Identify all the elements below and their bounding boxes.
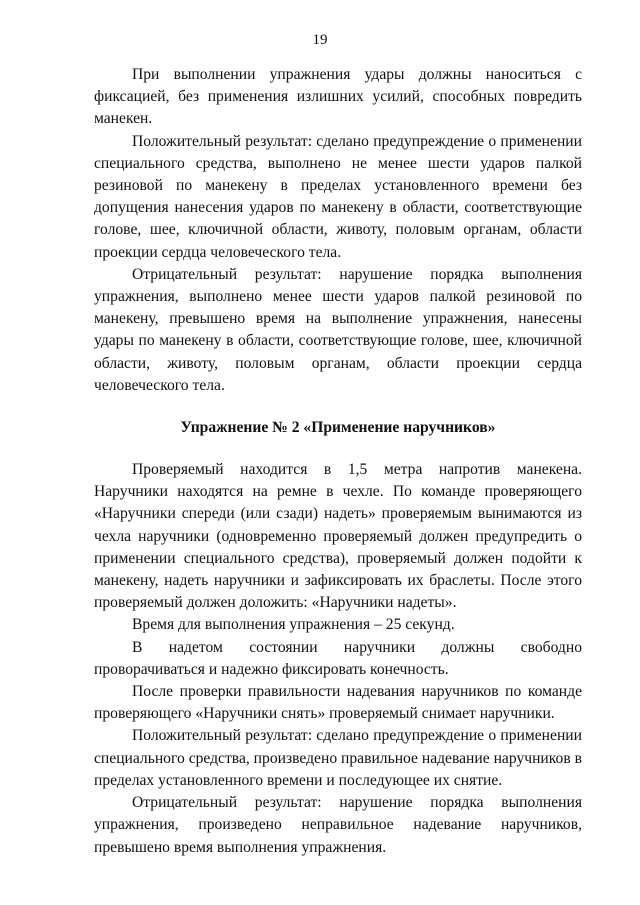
paragraph: Положительный результат: сделано предупреждение о применении специального средства, произведено правильное надевание наручников в пределах установленного времени и последующее их снятие. [94, 727, 582, 789]
document-body [94, 64, 582, 859]
paragraph: После проверки правильности надевания наручников по команде проверяющего «Наручники снять» проверяемый снимает наручники. [94, 683, 582, 723]
paragraph: Положительный результат: сделано предупреждение о применении специального средства, выполнено не менее шести ударов палкой резиновой по манекену в пределах установленного времени без допущения нанесения ударов по манекену в области, соответствующие голове, шее, ключичной области, животу, половым органам, области проекции сердца человеческого тела. [94, 132, 582, 261]
paragraph: Отрицательный результат: нарушение порядка выполнения упражнения, выполнено менее шести ударов палкой резиновой по манекену, превышено время на выполнение упражнения, нанесены удары по манекену в области, соответствующие голове, шее, ключичной области, животу, половым органам, области проекции сердца человеческого тела. [94, 265, 582, 394]
section-title: Упражнение № 2 «Применение наручников» [180, 419, 496, 437]
paragraph: При выполнении упражнения удары должны наноситься с фиксацией, без применения излишних усилий, способных повредить манекен. [94, 66, 582, 128]
paragraph: В надетом состоянии наручники должны свободно проворачиваться и надежно фиксировать конечность. [94, 638, 582, 678]
paragraph: Время для выполнения упражнения – 25 секунд. [132, 616, 455, 634]
page-number: 19 [312, 32, 328, 48]
paragraph: Проверяемый находится в 1,5 метра напротив манекена. Наручники находятся на ремне в чехле. По команде проверяющего «Наручники спереди (или сзади) надеть» проверяемым вынимаются из чехла наручники (одновременно проверяемый должен предупредить о применении специального средства), проверяемый должен подойти к манекену, надеть наручники и зафиксировать их браслеты. После этого проверяемый должен доложить: «Наручники надеты». [94, 461, 582, 612]
paragraph: Отрицательный результат: нарушение порядка выполнения упражнения, произведено неправильное надевание наручников, превышено время выполнения упражнения. [94, 794, 582, 856]
